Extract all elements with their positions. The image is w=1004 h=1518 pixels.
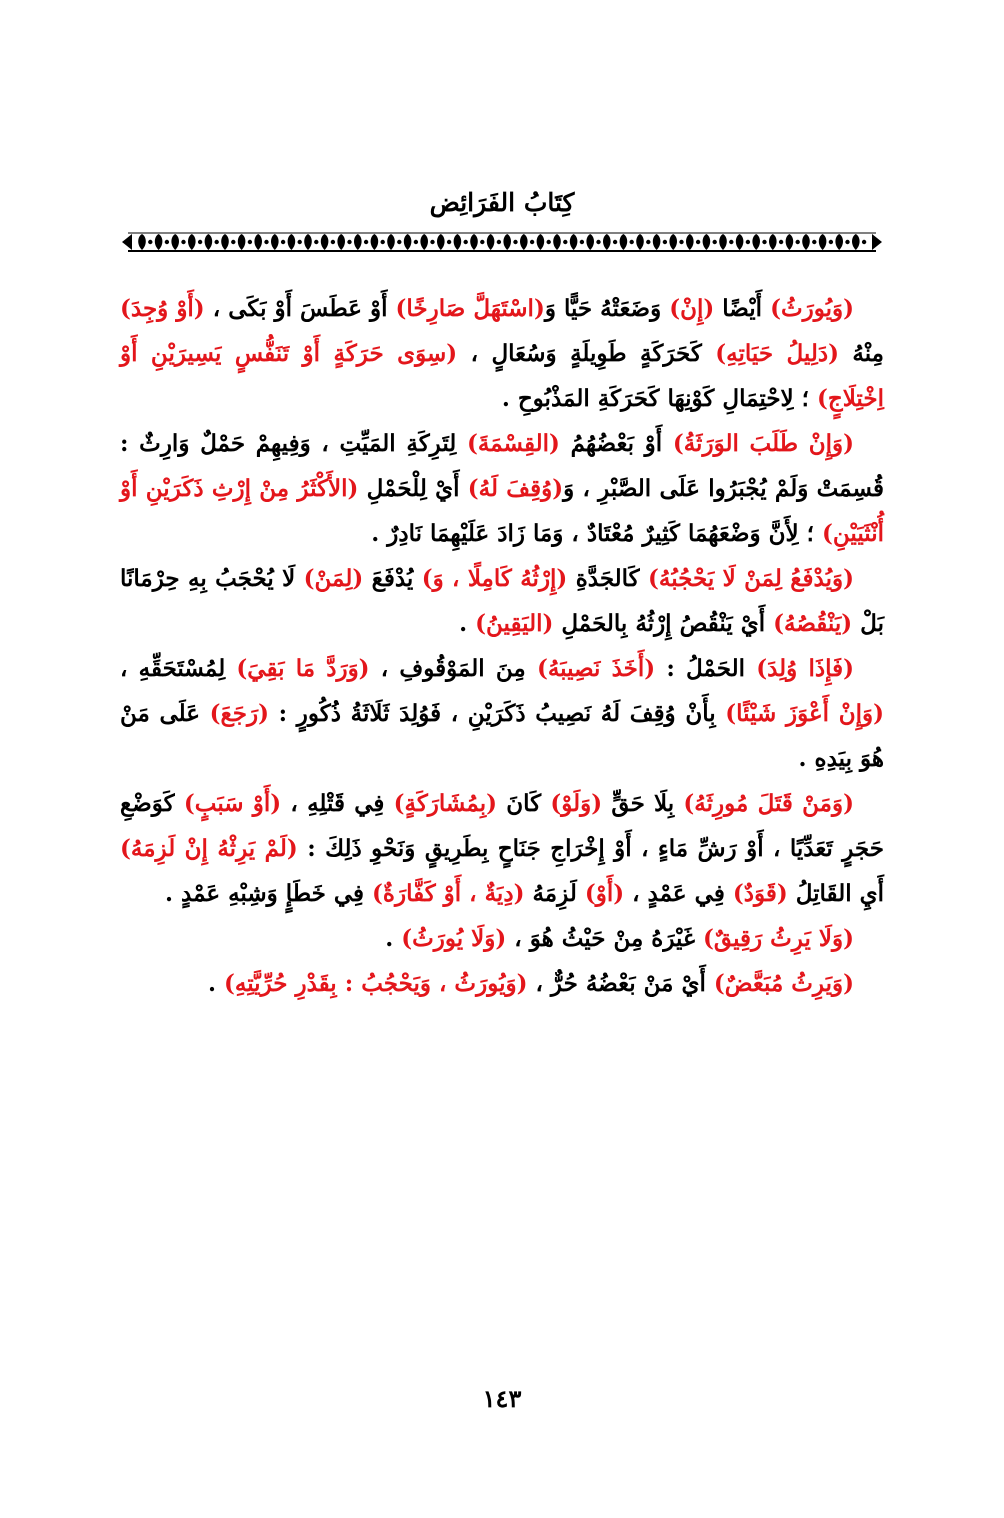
chapter-title: كِتَابُ الفَرَائِض bbox=[429, 188, 575, 217]
ornament-leaf bbox=[819, 234, 827, 250]
ornament-dot bbox=[480, 240, 484, 244]
body-text: أَوْ بَعْضُهُمُ bbox=[559, 430, 673, 457]
ornament-dot bbox=[215, 240, 219, 244]
highlighted-text: (فَإِذَا وُلِدَ) bbox=[756, 655, 855, 682]
ornament-leaf bbox=[603, 234, 611, 250]
ornament-dot bbox=[381, 240, 385, 244]
ornament-dot bbox=[746, 240, 750, 244]
ornament-dot bbox=[347, 240, 351, 244]
body-text: غَيْرَهُ مِنْ حَيْثُ هُوَ ، bbox=[506, 925, 704, 952]
ornament-leaf bbox=[852, 234, 860, 250]
body-text: لِتَرِكَةِ المَيِّتِ ، وَفِيهِمْ حَمْلٌ وَارِثٌ : قُسِمَتْ وَلَمْ يُجْبَرُوا عَلَى الصَّبْرِ ، وَ bbox=[120, 430, 884, 502]
ornament-leaf bbox=[221, 234, 229, 250]
highlighted-text: (اليَقِينُ) bbox=[475, 610, 554, 637]
ornament-leaf bbox=[404, 234, 412, 250]
ornament-leaf bbox=[835, 234, 843, 250]
paragraph-7 bbox=[120, 961, 884, 1006]
highlighted-text: (دَلِيلُ حَيَاتِهِ) bbox=[715, 340, 839, 367]
highlighted-text: (أَوْ وُجِدَ) bbox=[120, 295, 205, 322]
highlighted-text: (أَوْ سَبَبٍ) bbox=[183, 790, 282, 817]
ornament-leaf bbox=[238, 234, 246, 250]
highlighted-text: (يَنْقُصُهُ) bbox=[773, 610, 853, 637]
ornament-leaf bbox=[337, 234, 345, 250]
ornament-dot bbox=[779, 240, 783, 244]
body-text: . bbox=[385, 925, 402, 952]
body-text: عَلَى مَنْ هُوَ بِيَدِهِ . bbox=[120, 700, 884, 772]
highlighted-text: (وَيَرِثُ مُبَعَّضٌ) bbox=[713, 970, 854, 997]
highlighted-text: (اسْتَهَلَّ صَارِخًا) bbox=[395, 295, 545, 322]
paragraph-1 bbox=[120, 286, 884, 421]
ornament-dot bbox=[264, 240, 268, 244]
body-text: لَا يُحْجَبُ بِهِ حِرْمَانًا بَلْ bbox=[120, 565, 884, 637]
ornament-dot bbox=[862, 240, 866, 244]
ornament-dot bbox=[630, 240, 634, 244]
ornament-leaf bbox=[454, 234, 462, 250]
highlighted-text: (وَلَوْ) bbox=[550, 790, 603, 817]
ornament-leaf bbox=[387, 234, 395, 250]
ornament-dot bbox=[580, 240, 584, 244]
ornament-leaf bbox=[354, 234, 362, 250]
body-text: الحَمْلُ : bbox=[655, 655, 757, 682]
ornament-leaf bbox=[171, 234, 179, 250]
ornament-dot bbox=[298, 240, 302, 244]
body-text: . bbox=[459, 610, 476, 637]
ornament-end-right bbox=[872, 234, 882, 250]
ornament-dot bbox=[364, 240, 368, 244]
ornament-leaf bbox=[420, 234, 428, 250]
ornament-dot bbox=[397, 240, 401, 244]
ornament-dot bbox=[414, 240, 418, 244]
ornament-leaf bbox=[553, 234, 561, 250]
body-text: يُدْفَعَ bbox=[363, 565, 422, 592]
body-text: فِي خَطَإٍ وَشِبْهِ عَمْدٍ . bbox=[164, 880, 373, 907]
body-text: كَحَرَكَةٍ طَوِيلَةٍ وَسُعَالٍ ، bbox=[457, 340, 716, 367]
ornament-dot bbox=[845, 240, 849, 244]
ornament-leaf bbox=[288, 234, 296, 250]
body-text: فِي عَمْدٍ ، bbox=[624, 880, 733, 907]
highlighted-text: (أَوْ) bbox=[584, 880, 625, 907]
ornament-dot bbox=[497, 240, 501, 244]
paragraph-5 bbox=[120, 781, 884, 916]
body-text: أَيْ لِلْحَمْلِ bbox=[358, 475, 468, 502]
ornament-leaf bbox=[736, 234, 744, 250]
ornament-dot bbox=[314, 240, 318, 244]
highlighted-text: (وَلَا يَرِثُ رَقِيقٌ) bbox=[703, 925, 854, 952]
body-text: فِي قَتْلِهِ ، bbox=[281, 790, 394, 817]
highlighted-text: (دِيَةٌ ، أَوْ كَفَّارَةٌ) bbox=[372, 880, 525, 907]
highlighted-text: (لَمْ يَرِثْهُ إِنْ لَزِمَهُ) bbox=[120, 835, 298, 862]
highlighted-text: (بِمُشَارَكَةٍ) bbox=[393, 790, 498, 817]
highlighted-text: (وَيُورَثُ) bbox=[770, 295, 855, 322]
ornament-leaf bbox=[205, 234, 213, 250]
highlighted-text: (وُقِفَ لَهُ) bbox=[467, 475, 564, 502]
ornament-leaf bbox=[321, 234, 329, 250]
ornament-leaf bbox=[503, 234, 511, 250]
ornament-dot bbox=[729, 240, 733, 244]
paragraph-6 bbox=[120, 916, 884, 961]
body-text: أَيْضًا bbox=[714, 295, 771, 322]
ornament-leaf bbox=[802, 234, 810, 250]
ornament-dot bbox=[796, 240, 800, 244]
ornament-dot bbox=[430, 240, 434, 244]
ornament-leaf bbox=[138, 234, 146, 250]
ornament-dot bbox=[248, 240, 252, 244]
body-text: أَيْ مَنْ بَعْضُهُ حُرٌّ ، bbox=[527, 970, 714, 997]
ornament-leaf bbox=[752, 234, 760, 250]
highlighted-text: (وَرَدَّ مَا بَقِيَ) bbox=[236, 655, 370, 682]
ornament-dot bbox=[663, 240, 667, 244]
body-text: بِأَنْ وُقِفَ لَهُ نَصِيبُ ذَكَرَيْنِ ، فَوُلِدَ ثَلَاثَةُ ذُكُورٍ : bbox=[268, 700, 726, 727]
ornament-leaf bbox=[636, 234, 644, 250]
ornament-dot bbox=[148, 240, 152, 244]
ornament-dot bbox=[563, 240, 567, 244]
decorative-border bbox=[120, 230, 884, 254]
ornament-leaf bbox=[188, 234, 196, 250]
body-text: ؛ لِأَنَّ وَضْعَهُمَا كَثِيرٌ مُعْتَادٌ ، وَمَا زَادَ عَلَيْهِمَا نَادِرٌ . bbox=[371, 520, 822, 547]
ornament-dot bbox=[762, 240, 766, 244]
ornament-dot bbox=[181, 240, 185, 244]
body-text: ؛ لِاحْتِمَالِ كَوْنِهَا كَحَرَكَةِ المَذْبُوحِ . bbox=[501, 385, 817, 412]
ornament-leaf bbox=[686, 234, 694, 250]
highlighted-text: (وَلَا يُورَثُ) bbox=[401, 925, 507, 952]
ornament-leaf bbox=[437, 234, 445, 250]
ornament-dot bbox=[447, 240, 451, 244]
ornament-dot bbox=[331, 240, 335, 244]
body-text: كَوَضْعِ حَجَرٍ تَعَدِّيًا ، أَوْ رَشِّ مَاءٍ ، أَوْ إِخْرَاجِ جَنَاحٍ بِطَرِيقٍ وَنَحْوِ ذَلِكَ : bbox=[120, 790, 884, 862]
paragraph-2 bbox=[120, 421, 884, 556]
ornament-leaf bbox=[769, 234, 777, 250]
ornament-leaf bbox=[537, 234, 545, 250]
ornament-leaf bbox=[304, 234, 312, 250]
body-text: مِنْهُ bbox=[838, 340, 884, 367]
ornament-dot bbox=[679, 240, 683, 244]
ornament-dot bbox=[829, 240, 833, 244]
ornament-dot bbox=[812, 240, 816, 244]
ornament-leaf bbox=[586, 234, 594, 250]
highlighted-text: (القِسْمَةَ) bbox=[466, 430, 560, 457]
ornament-leaf bbox=[487, 234, 495, 250]
ornament-dot bbox=[713, 240, 717, 244]
ornament-leaf bbox=[155, 234, 163, 250]
highlighted-text: (رَجَعَ) bbox=[209, 700, 269, 727]
ornament-leaf bbox=[570, 234, 578, 250]
body-text: أَوْ عَطَسَ أَوْ بَكَى ، bbox=[204, 295, 396, 322]
highlighted-text: (وَمَنْ قَتَلَ مُورِثَهُ) bbox=[683, 790, 854, 817]
ornament-dot bbox=[231, 240, 235, 244]
ornament-dot bbox=[613, 240, 617, 244]
body-text: كَالجَدَّةِ bbox=[567, 565, 649, 592]
highlighted-text: (إِنْ) bbox=[669, 295, 715, 322]
body-text: بِلَا حَقٍّ bbox=[602, 790, 684, 817]
ornament-leaf bbox=[271, 234, 279, 250]
ornament-leaf bbox=[254, 234, 262, 250]
ornament-leaf bbox=[719, 234, 727, 250]
highlighted-text: (لِمَنْ) bbox=[303, 565, 364, 592]
main-text bbox=[120, 286, 884, 1006]
highlighted-text: (وَيُورَثُ ، وَيَحْجُبُ : بِقَدْرِ حُرِّيَّتِهِ) bbox=[224, 970, 528, 997]
ornament-dot bbox=[281, 240, 285, 244]
highlighted-text: (أَخَذَ نَصِيبَهُ) bbox=[536, 655, 656, 682]
highlighted-text: (وَإِنْ أَعْوَزَ شَيْئًا) bbox=[725, 700, 884, 727]
body-text: مِنَ المَوْقُوفِ ، bbox=[369, 655, 537, 682]
ornament-leaf bbox=[669, 234, 677, 250]
body-text: كَانَ bbox=[497, 790, 551, 817]
body-text: . bbox=[208, 970, 225, 997]
page-number: ١٤٣ bbox=[482, 1384, 522, 1413]
highlighted-text: (إِرْثُهُ كَامِلًا ، وَ) bbox=[421, 565, 568, 592]
ornament-dot bbox=[596, 240, 600, 244]
highlighted-text: (وَإِنْ طَلَبَ الوَرَثَةُ) bbox=[672, 430, 854, 457]
ornament-leaf bbox=[470, 234, 478, 250]
body-text: لَزِمَهُ bbox=[524, 880, 585, 907]
highlighted-text: (وَيُدْفَعُ لِمَنْ لَا يَحْجُبُهُ) bbox=[648, 565, 855, 592]
paragraph-4 bbox=[120, 646, 884, 781]
ornament-leaf bbox=[520, 234, 528, 250]
ornament-leaf bbox=[786, 234, 794, 250]
ornament-dot bbox=[646, 240, 650, 244]
ornament-dot bbox=[547, 240, 551, 244]
ornament-dot bbox=[165, 240, 169, 244]
ornament-leaf bbox=[371, 234, 379, 250]
highlighted-text: (قَوَدٌ) bbox=[732, 880, 788, 907]
body-text: لِمُسْتَحَقِّهِ ، bbox=[120, 655, 237, 682]
ornament-leaf bbox=[620, 234, 628, 250]
ornament-dot bbox=[464, 240, 468, 244]
ornament-dot bbox=[696, 240, 700, 244]
highlighted-text: (سِوَى حَرَكَةٍ أَوْ تَنَفُّسٍ يَسِيرَيْنِ أَوْ اِخْتِلَاجٍ) bbox=[120, 340, 884, 412]
ornament-end-left bbox=[122, 234, 132, 250]
ornament-dot bbox=[198, 240, 202, 244]
ornament-leaf bbox=[703, 234, 711, 250]
paragraph-3 bbox=[120, 556, 884, 646]
highlighted-text: (الأَكْثَرُ مِنْ إِرْثِ ذَكَرَيْنِ أَوْ أُنْثَيَيْنِ) bbox=[120, 475, 884, 547]
ornament-leaf bbox=[653, 234, 661, 250]
body-text: أَيْ يَنْقُصُ إِرْثُهُ بِالحَمْلِ bbox=[553, 610, 774, 637]
ornament-dot bbox=[530, 240, 534, 244]
body-text: وَضَعَتْهُ حَيًّا وَ bbox=[544, 295, 670, 322]
body-text: أَيِ القَاتِلُ bbox=[787, 880, 884, 907]
ornament-dot bbox=[513, 240, 517, 244]
